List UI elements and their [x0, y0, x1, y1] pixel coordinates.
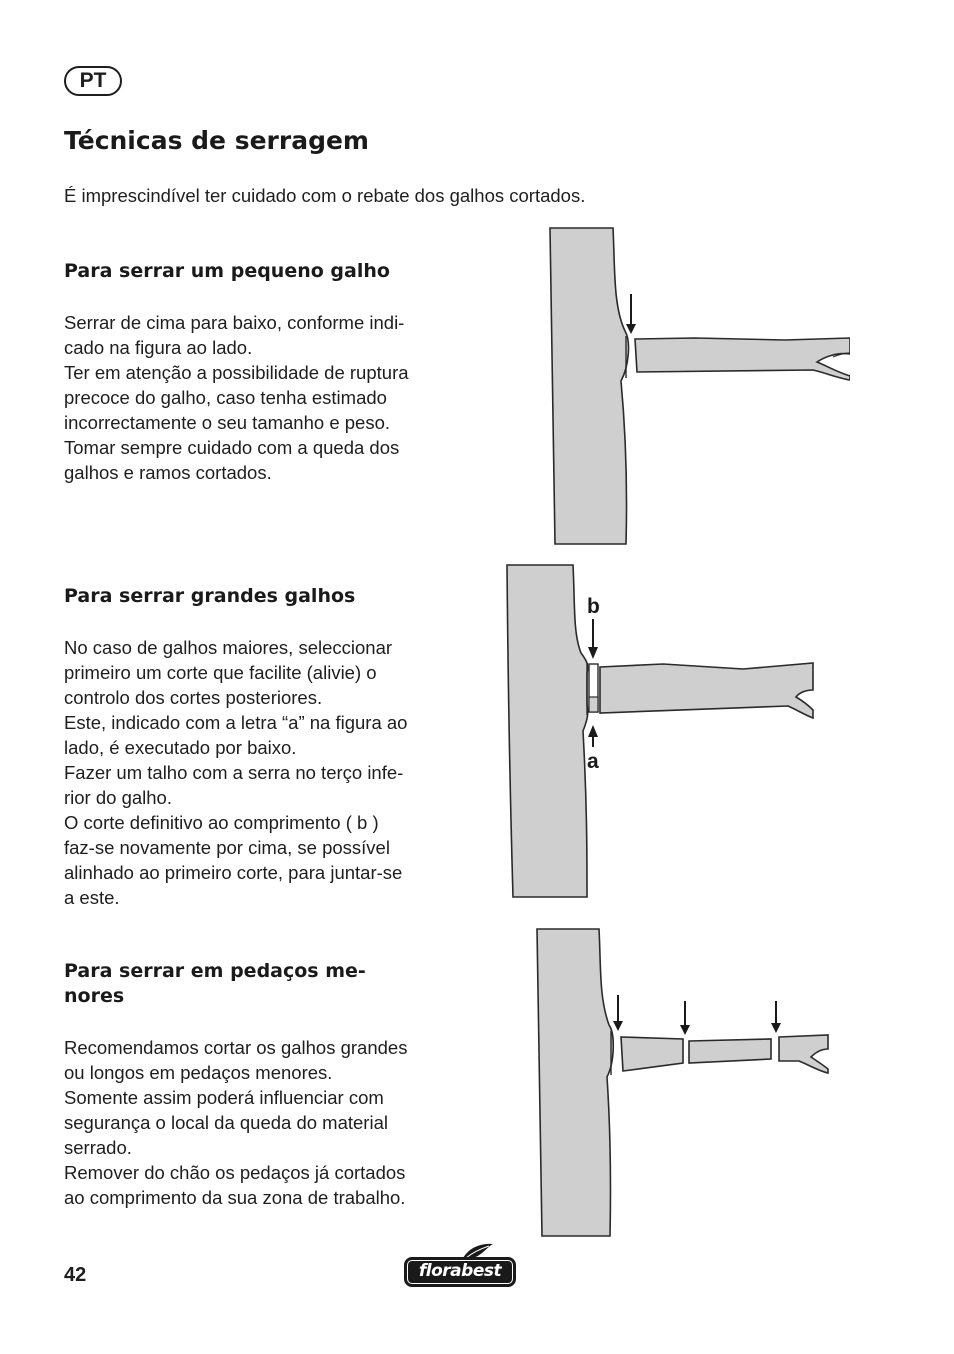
branch-piece-3 [779, 1035, 828, 1073]
label-b: b [587, 595, 600, 618]
tree-trunk [537, 929, 613, 1236]
branch-piece-1 [621, 1037, 683, 1071]
section-text-small-pieces: Recomendamos cortar os galhos grandes ou longos em pedaços menores. Somente assim poderá influenciar com segurança o local da queda do material serrado. Remover do chão os pedaços já cortados ao comprimento da sua zona de trabalho. [64, 1037, 408, 1208]
section-title-small-pieces: Para serrar em pedaços me- nores [64, 960, 366, 1007]
language-badge: PT [64, 66, 122, 96]
page-number: 42 [64, 1264, 87, 1286]
figure-small-branch-cut [545, 226, 850, 546]
cut-arrow-1-head [613, 1021, 623, 1031]
section-text-large-branches: No caso de galhos maiores, seleccionar primeiro um corte que facilite (alivie) o controlo dos cortes posteriores. Este, indicado com a letra “a” na figura ao lado, é executado por baixo. Fazer um talho com a serra no terço infe- rior do galho. O corte definitivo ao comprimento ( b ) faz-se novamente por cima, se possível alinhado ao primeiro corte, para juntar-se a este. [64, 637, 408, 908]
figure-pieces-cut [533, 927, 831, 1239]
tree-trunk [507, 565, 588, 897]
cut-arrow-2-head [680, 1025, 690, 1035]
brand-logo-text: florabest [404, 1257, 516, 1287]
branch [600, 663, 813, 718]
label-a: a [587, 750, 599, 773]
figure-large-branch-cut [503, 563, 815, 901]
branch-piece-2 [689, 1039, 771, 1063]
cut-arrow-head [626, 324, 636, 334]
brand-logo [404, 1242, 520, 1290]
cut-arrow-3-head [771, 1023, 781, 1033]
page-title: Técnicas de serragem [64, 126, 369, 155]
section-title-small-branch: Para serrar um pequeno galho [64, 260, 390, 282]
branch [635, 338, 850, 380]
section-title-large-branches: Para serrar grandes galhos [64, 585, 356, 607]
section-text-small-branch: Serrar de cima para baixo, conforme indi- cado na figura ao lado. Ter em atenção a possibilidade de ruptura precoce do galho, caso tenha estimado incorrectamente o seu tamanho e peso. Tomar sempre cuidado com a queda dos galhos e ramos cortados. [64, 312, 409, 483]
intro-text: É imprescindível ter cuidado com o rebate dos galhos cortados. [64, 185, 586, 206]
tree-trunk [550, 228, 628, 544]
cut-arrow-b-head [588, 647, 598, 659]
